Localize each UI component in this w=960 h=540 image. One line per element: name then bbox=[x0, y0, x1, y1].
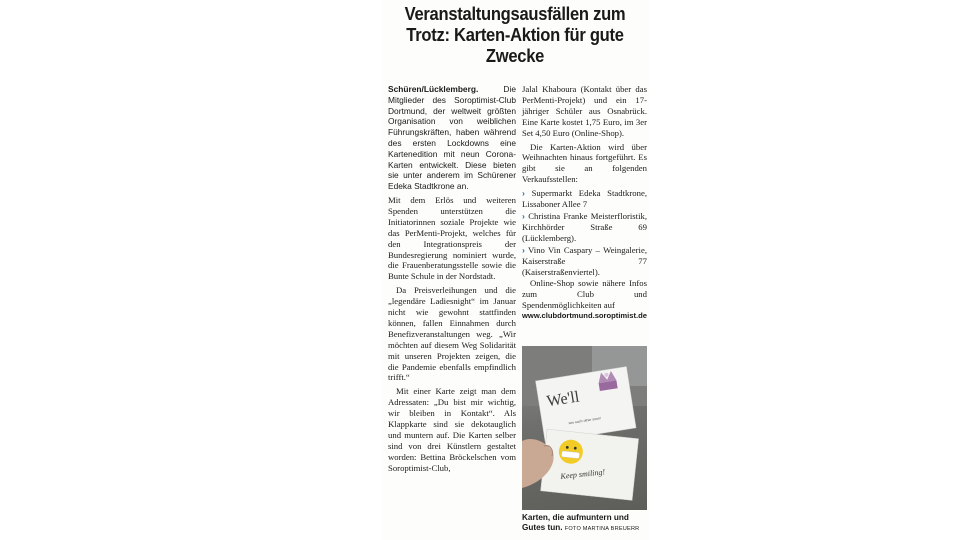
list-item-text: Christina Franke Meisterfloristik, Kirchhörder Straße 69 (Lücklemberg). bbox=[522, 210, 647, 243]
paragraph-artists: Jalal Khaboura (Kontakt über das PerMenti-Projekt) und ein 17-jähriger Schüler aus Osnabrück. Eine Karte kostet 1,75 Euro, im 3er Set 4,50 Euro (Online-Shop). bbox=[522, 84, 647, 138]
paragraph-sales: Die Karten-Aktion wird über Weihnachten hinaus fortgeführt. Es gibt sie an folgenden Verkaufsstellen: bbox=[522, 141, 647, 185]
list-item bbox=[522, 188, 647, 210]
list-item bbox=[522, 211, 647, 244]
dateline: Schüren/Lücklemberg. bbox=[388, 84, 479, 94]
intro-text: Die Mitglieder des Soroptimist-Club Dortmund, der weltweit größten Organisation von weiblichen Führungskräften, haben während des ersten Lockdowns eine Kartenedition mit neun Corona-Karten entwickelt. Diese bieten sie unter anderem im Schürener Edeka Stadtkrone an. bbox=[388, 84, 516, 192]
bullet-marker: › bbox=[522, 210, 525, 221]
paragraph-online: Online-Shop sowie nähere Infos zum Club und Spendenmöglichkeiten auf bbox=[522, 278, 647, 311]
paragraph-cards: Mit einer Karte zeigt man dem Adressaten: „Du bist mir wichtig, wir bleiben in Kontakt“. Als Klappkarte sind sie dekotauglich und muntern auf. Die Karten selber sind von drei Künstlern gestaltet worden: Bettina Bröckelschen vom Soroptimist-Club, bbox=[388, 386, 516, 473]
card-top-text: We'll bbox=[545, 388, 581, 411]
photo-illustration bbox=[522, 346, 647, 510]
article-photo bbox=[522, 346, 647, 510]
bullet-marker: › bbox=[522, 244, 525, 255]
paragraph-proceeds: Mit dem Erlös und weiteren Spenden unterstützen die Initiatorinnen soziale Projekte wie das PerMenti-Projekt, welches für den Integrationspreis der Bundesregierung nominiert wurde, die Frauenberatungsstelle sowie die Bunte Schule in der Nordstadt. bbox=[388, 194, 516, 282]
list-item-text: Vino Vin Caspary – Weingalerie, Kaiserstraße 77 (Kaiserstraßenviertel). bbox=[522, 244, 648, 277]
article-column-1 bbox=[388, 84, 516, 477]
list-item-text: Supermarkt Edeka Stadtkrone, Lissaboner Allee 7 bbox=[522, 188, 647, 210]
card-bottom-text: Keep smiling! bbox=[560, 467, 606, 481]
caption-text: Karten, die aufmuntern und Gutes tun. bbox=[522, 513, 629, 532]
paragraph-intro bbox=[388, 84, 516, 192]
paragraph-events: Da Preisverleihungen und die „legendäre Ladiesnight“ im Januar nicht wie gewohnt stattfinden können, fallen Einnahmen durch Benefizveranstaltungen weg. „Wir möchten auf diesem Weg Solidarität mit unseren Projekten zeigen, die die Pandemie ebenfalls empfindlich trifft.“ bbox=[388, 285, 516, 383]
article-column-2 bbox=[522, 84, 647, 322]
card-bottom bbox=[541, 429, 639, 500]
photo-caption bbox=[522, 513, 650, 534]
website-link[interactable]: www.clubdortmund.soroptimist.de bbox=[522, 311, 648, 321]
photo-credit: FOTO MARTINA BREUERR bbox=[564, 526, 640, 532]
card-bottom-shape bbox=[541, 429, 639, 500]
card-top-small-text: see each other soon! bbox=[568, 416, 602, 426]
list-item bbox=[522, 245, 647, 278]
article-headline: Veranstaltungsausfällen zum Trotz: Karten-Aktion für gute Zwecke bbox=[404, 4, 626, 66]
bullet-marker: › bbox=[522, 188, 525, 199]
